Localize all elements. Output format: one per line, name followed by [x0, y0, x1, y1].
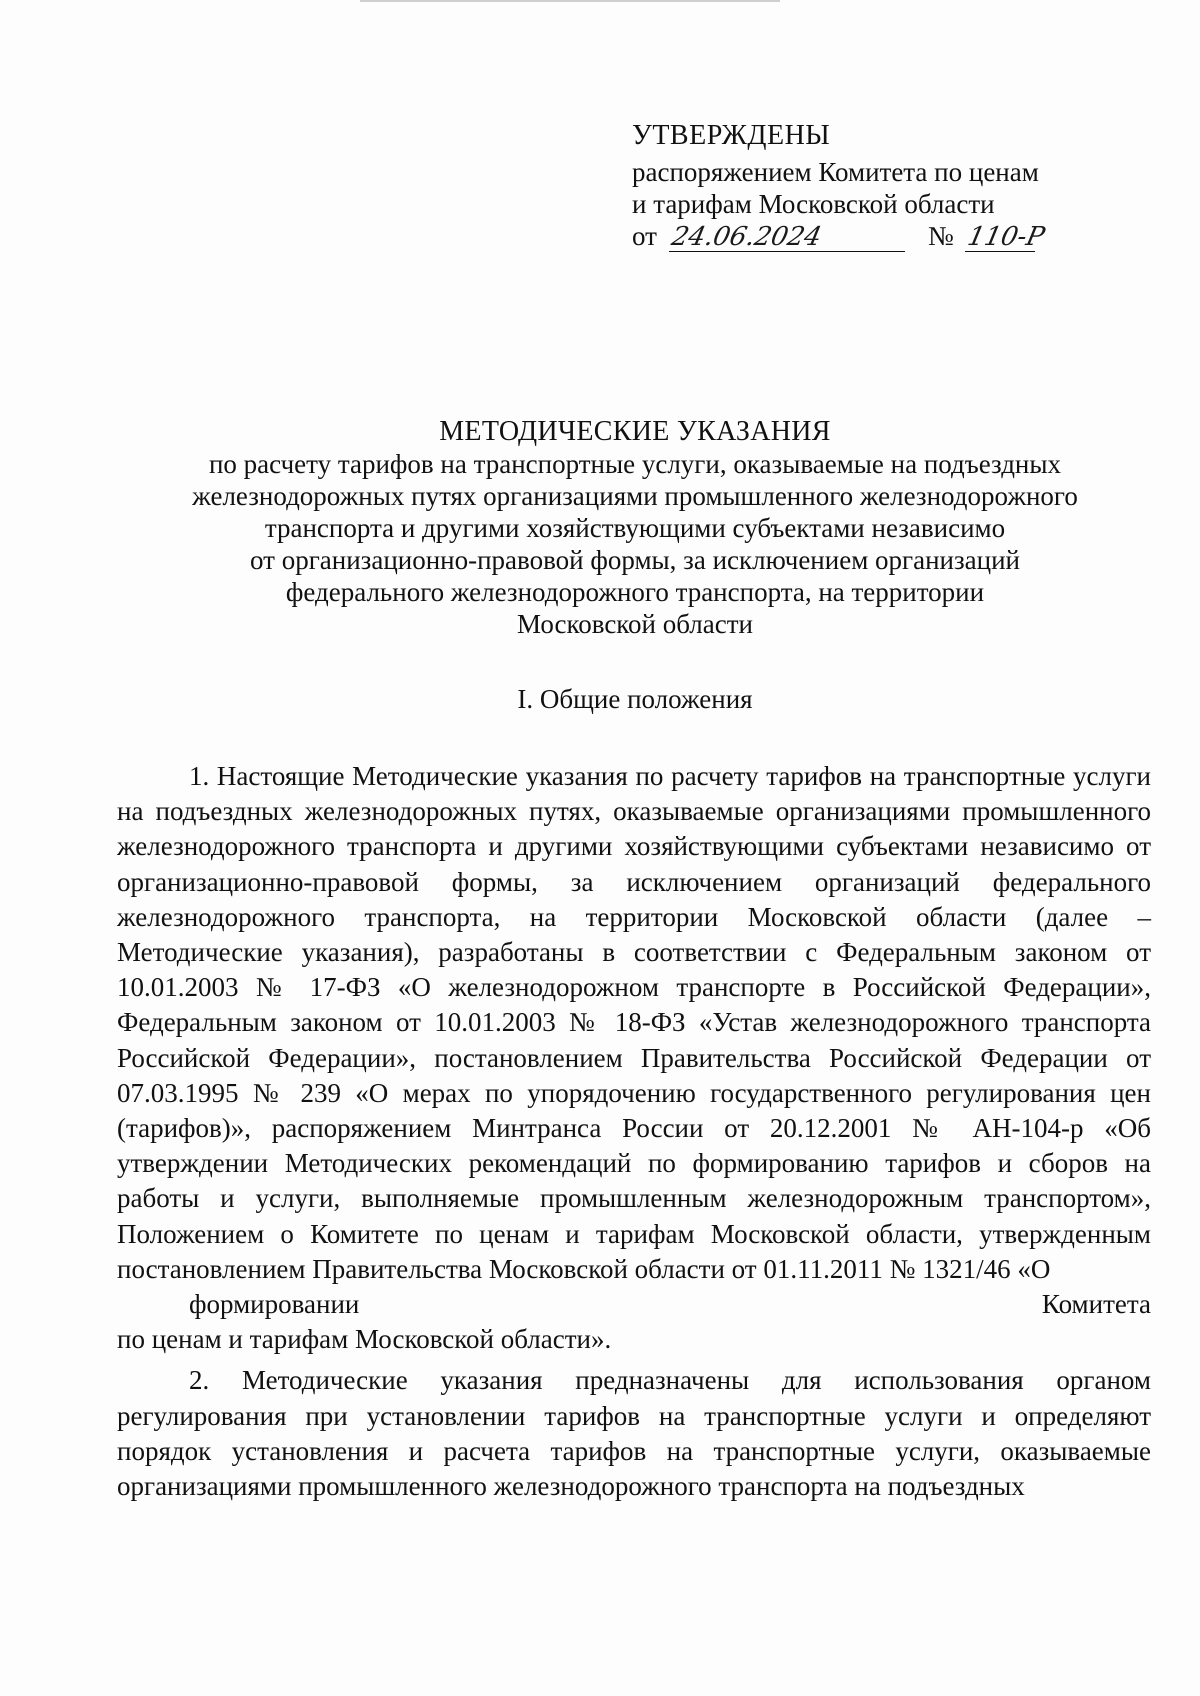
approval-line-1: распоряжением Комитета по ценам	[632, 157, 1039, 187]
section-heading: I. Общие положения	[517, 684, 753, 714]
paragraph-2: 2. Методические указания предназначены для использования органом регулирования при установлении тарифов на транспортные услуги и определяют порядок установления и расчета тарифов на транспортные услуги, оказываемые организациями промышленного железнодорожного транспорта на подъездных	[117, 1365, 1151, 1502]
title-line-3: транспорта и другими хозяйствующими субъектами независимо	[264, 513, 1006, 543]
date-label: от	[632, 221, 657, 251]
handwritten-number: 110-Р	[964, 222, 1048, 252]
handwritten-date: 24.06.2024	[669, 223, 911, 252]
document-body	[117, 759, 1151, 1504]
approval-heading: УТВЕРЖДЕНЫ	[632, 120, 831, 151]
title-main: МЕТОДИЧЕСКИЕ УКАЗАНИЯ	[439, 416, 831, 447]
title-line-4: от организационно-правовой формы, за исключением организаций	[250, 545, 1020, 575]
approval-block	[632, 120, 1112, 254]
paragraph-1-end: по ценам и тарифам Московской области».	[117, 1324, 612, 1355]
title-line-5: федерального железнодорожного транспорта, на территории	[285, 577, 985, 607]
scan-edge-line	[360, 0, 780, 2]
document-title	[130, 416, 1140, 640]
title-line-2: железнодорожных путях организациями промышленного железнодорожного	[192, 481, 1078, 511]
title-line-6: Московской области	[516, 609, 753, 639]
paragraph-1-text: 1. Настоящие Методические указания по расчету тарифов на транспортные услуги на подъездных железнодорожных путях, оказываемые организациями промышленного железнодорожного транспорта и другими хозяйствующими субъектами независимо от организационно-правовой формы, за исключением организаций федерального железнодорожного транспорта, на территории Московской области (далее – Методические указания), разработаны в соответствии с Федеральным законом от 10.01.2003 № 17-ФЗ «О железнодорожном транспорте в Российской Федерации», Федеральным законом от 10.01.2003 № 18-ФЗ «Устав железнодорожного транспорта Российской Федерации», постановлением Правительства Российской Федерации от 07.03.1995 № 239 «О мерах по упорядочению государственного регулирования цен (тарифов)», распоряжением Минтранса России от 20.12.2001 № АН-104-р «Об утверждении Методических рекомендаций по формированию тарифов и сборов на работы и услуги, выполняемые промышленным железнодорожным транспортом», Положением о Комитете по ценам и тарифам Московской области, утвержденным постановлением Правительства Московской области от 01.11.2011 № 1321/46 «О	[117, 761, 1151, 1284]
approval-line-2: и тарифам Московской области	[632, 189, 995, 219]
number-label: №	[928, 221, 954, 251]
approval-date-number-line	[632, 220, 1112, 254]
paragraph-1-split-line: формировании Комитета	[189, 1289, 1151, 1320]
title-line-1: по расчету тарифов на транспортные услуги, оказываемые на подъездных	[208, 449, 1062, 479]
paragraph-1	[117, 759, 1151, 1357]
